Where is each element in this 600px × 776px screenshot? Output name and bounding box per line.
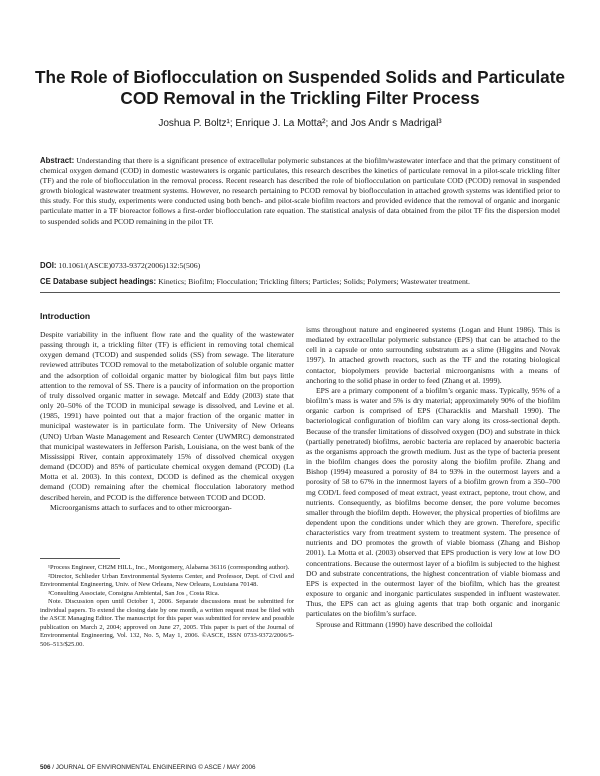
body-paragraph: Despite variability in the influent flow rate and the quality of the wastewater passing through it, a trickling filter (TF) is efficient in removing total chemical oxygen demand (TCOD) and suspended solids (SS) from sewage. The literature reviewed attributes TCOD removal to the metabolization of soluble organic matter and the adsorption of colloidal organic matter by biological film but pays little attention to the removal of SS. There is a paucity of information on the proportion of truly dissolved organic matter in sewage. Metcalf and Eddy (2003) state that only 20–50% of the TCOD in municipal sewage is dissolved, and Levine et al. (1985, 1991) have pointed out that a major fraction of the organic matter in municipal wastewater is in particulate form. The University of New Orleans (UNO) Urban Waste Management and Research Center (UWMRC) demonstrated that municipal wastewaters in Jefferson Parish, Louisiana, on the west bank of the Mississippi River, contain approximately 15% of dissolved chemical oxygen demand (DCOD) and 85% of particulate chemical oxygen demand (PCOD) (La Motta et al. 2003). In this context, DCOD is defined as the chemical oxygen demand (COD) remaining after the chemical flocculation laboratory method described herein, and PCOD is the difference between TCOD and DCOD. — [40, 330, 294, 502]
section-heading-introduction: Introduction — [40, 311, 91, 321]
abstract-text: Understanding that there is a significant presence of extracellular polymeric substances at the biofilm/wastewater interface and that the primary constituent of chemical oxygen demand (COD) in domestic wastewaters is organic particulates, this research describes the kinetics of particulate removal in a pilot-scale trickling filter (TF) and the role of bioflocculation in the removal process. Recent research has described the role of bioflocculation on particulate COD (PCOD) removal in suspended growth biological wastewater treatment systems. However, no research pertaining to PCOD removal by bioflocculation in attached growth systems was identified prior to this study. For this study, experiments were conducted using both bench- and pilot-scale biofilm reactors and provided evidence that the removal of organic and inorganic particulate matter in a TF bioreactor follows a first-order bioflocculation rate equation. The statistical analysis of data obtained from the pilot TF fits the dispersion model to suspended solids and PCOD remaining in the pilot TF. — [40, 156, 561, 226]
doi-label: DOI: — [40, 261, 57, 270]
author-list: Joshua P. Boltz¹; Enrique J. La Motta²; and Jos Andr s Madrigal³ — [158, 118, 442, 129]
subject-headings — [40, 276, 560, 287]
footnote-discussion-note: Note. Discussion open until October 1, 2006. Separate discussions must be submitted for individual papers. To extend the closing date by one month, a written request must be filed with the ASCE Managing Editor. The manuscript for this paper was submitted for review and possible publication on March 2, 2004; approved on June 27, 2005. This paper is part of the Journal of Environmental Engineering, Vol. 132, No. 5, May 1, 2006. ©ASCE, ISSN 0733-9372/2006/5-506–513/$25.00. — [40, 598, 294, 648]
doi-line — [40, 260, 560, 271]
header-divider — [40, 292, 560, 293]
footnote-author-1: ¹Process Engineer, CH2M HILL, Inc., Montgomery, Alabama 36116 (corresponding author). — [48, 564, 290, 571]
body-paragraph: Sprouse and Rittmann (1990) have described the colloidal — [316, 619, 493, 629]
body-paragraph: EPS are a primary component of a biofilm’s organic mass. Typically, 95% of a biofilm’s mass is water and 5% is dry material; approximately 90% of the biofilm organic carbon is comprised of EPS (Characklis and Marshall 1990). The bacteriological configuration of biofilm can vary along its cross-sectional depth. Because of the transfer limitations of dissolved oxygen (DO) and substrate in thick (partially penetrated) biofilms, aerobic bacteria are replaced by anaerobic bacteria as the organisms approach the growth medium. Just as the type of bacteria present in the biofilm changes does the porosity along the biofilm profile. Zhang and Bishop (1994) measured a porosity of 84 to 93% in the outermost layers and a porosity of 58 to 67% in the innermost layers of a biofilm grown from a 350–700 mg COD/L feed composed of meat extract, yeast extract, peptone, trout chow, and nutrients. Consequently, as biofilms become denser, the pore volume becomes smaller through the biofilm depth. However, the physical properties of biofilms are dependent upon the conditions under which they are grown. Therefore, specific characteristics vary from treatment system to treatment system. The presence of nutrients and DO promotes the growth of viable biomass (Zhang and Bishop 2001). La Motta et al. (2003) observed that EPS production is very low at low DO concentrations. Because the outermost layer of a biofilm is subjected to the highest DO and substrate concentrations, the highest concentration of viable biomass and EPS is expected in the outermost layer of the biofilm, which has the greatest exposure to organic and inorganic particulates suspended in influent wastewater. Thus, the EPS can act as gluing agents that trap both organic and inorganic particulates on the biofilm’s surface. — [306, 385, 560, 619]
doi-value: 10.1061/(ASCE)0733-9372(2006)132:5(506) — [58, 261, 201, 270]
footnote-divider — [40, 558, 120, 559]
body-paragraph: isms throughout nature and engineered systems (Logan and Hunt 1986). This is mediated by extracellular polymeric substance (EPS) that can be attached to the cell in a capsule or onto surrounding substratum as a slime (Higgins and Novak 1997). In attached growth reactors, such as the TF and the rotating biological contactor, biopolymers provide bacterial microorganisms with a means of anchoring to the solid phase in order to feed (Zhang et al. 1999). — [306, 325, 560, 385]
abstract-label: Abstract: — [40, 156, 75, 165]
body-paragraph: Microorganisms attach to surfaces and to other microorgan- — [50, 502, 232, 512]
paper-title: The Role of Bioflocculation on Suspended Solids and Particulate COD Removal in the Trickling Filter Process — [34, 67, 565, 108]
abstract — [40, 156, 560, 227]
right-column-body — [306, 325, 560, 755]
subject-headings-text: Kinetics; Biofilm; Flocculation; Trickling filters; Particles; Solids; Polymers; Wastewater treatment. — [158, 277, 471, 286]
footnote-author-3: ³Consulting Associate, Consigna Ambiental, San Jos , Costa Rica. — [48, 589, 220, 597]
footnote-author-2: ²Director, Schlieder Urban Environmental Systems Center, and Professor, Dept. of Civil and Environmental Engineering, Univ. of New Orleans, New Orleans, Louisiana 70148. — [40, 572, 294, 589]
footnotes — [40, 564, 294, 649]
page-number: 506 — [40, 764, 51, 771]
page-footer — [40, 764, 256, 772]
left-column-body — [40, 330, 294, 552]
journal-footer-text: / JOURNAL OF ENVIRONMENTAL ENGINEERING © ASCE / MAY 2006 — [50, 764, 256, 771]
subject-headings-label: CE Database subject headings: — [40, 277, 157, 286]
